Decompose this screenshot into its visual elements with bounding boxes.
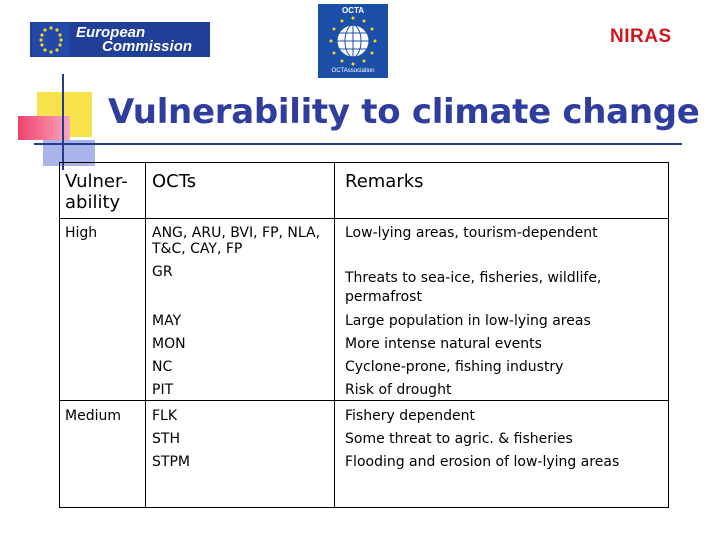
octs-cell: NC [152,359,173,375]
column-divider [334,163,335,507]
globe-icon [328,15,378,67]
header-remarks: Remarks [345,171,424,192]
remark-cell: More intense natural events [345,336,542,352]
octs-cell: STH [152,431,180,447]
octa-logo-bottom-text: OCTAssociation [331,68,375,74]
column-divider [145,163,146,507]
vulnerability-table [59,162,669,508]
octs-cell: GR [152,264,173,280]
niras-logo: NIRAS [610,26,672,47]
octa-logo-top-text: OCTA [341,6,365,15]
remark-cell: Some threat to agric. & fisheries [345,431,573,447]
ec-logo-line1: European [76,23,146,41]
level-high: High [65,225,98,241]
decor-vertical-line [62,74,64,170]
octs-cell: ANG, ARU, BVI, FP, NLA, T&C, CAY, FP [152,225,321,257]
octs-cell: FLK [152,408,178,424]
octs-cell: STPM [152,454,190,470]
octs-cell: MON [152,336,186,352]
header-octs: OCTs [152,171,197,192]
remark-cell: Risk of drought [345,382,452,398]
european-commission-logo [30,22,210,57]
title-underline [34,143,682,145]
remark-cell: Cyclone-prone, fishing industry [345,359,564,375]
eu-flag-icon [32,23,70,56]
row-divider [60,400,668,401]
remark-cell: Low-lying areas, tourism-dependent [345,225,598,241]
remark-cell: Large population in low-lying areas [345,313,591,329]
octa-logo [318,4,388,78]
remark-cell: Flooding and erosion of low-lying areas [345,454,620,470]
remark-cell: Threats to sea-ice, fisheries, wildlife, permafrost [345,270,602,305]
level-medium: Medium [65,408,121,424]
ec-logo-line2: Commission [102,37,193,55]
row-divider [60,218,668,219]
header-vulnerability: Vulner- ability [65,171,128,213]
remark-cell: Fishery dependent [345,408,475,424]
octs-cell: PIT [152,382,174,398]
octs-cell: MAY [152,313,182,329]
slide-title: Vulnerability to climate change [108,92,700,132]
